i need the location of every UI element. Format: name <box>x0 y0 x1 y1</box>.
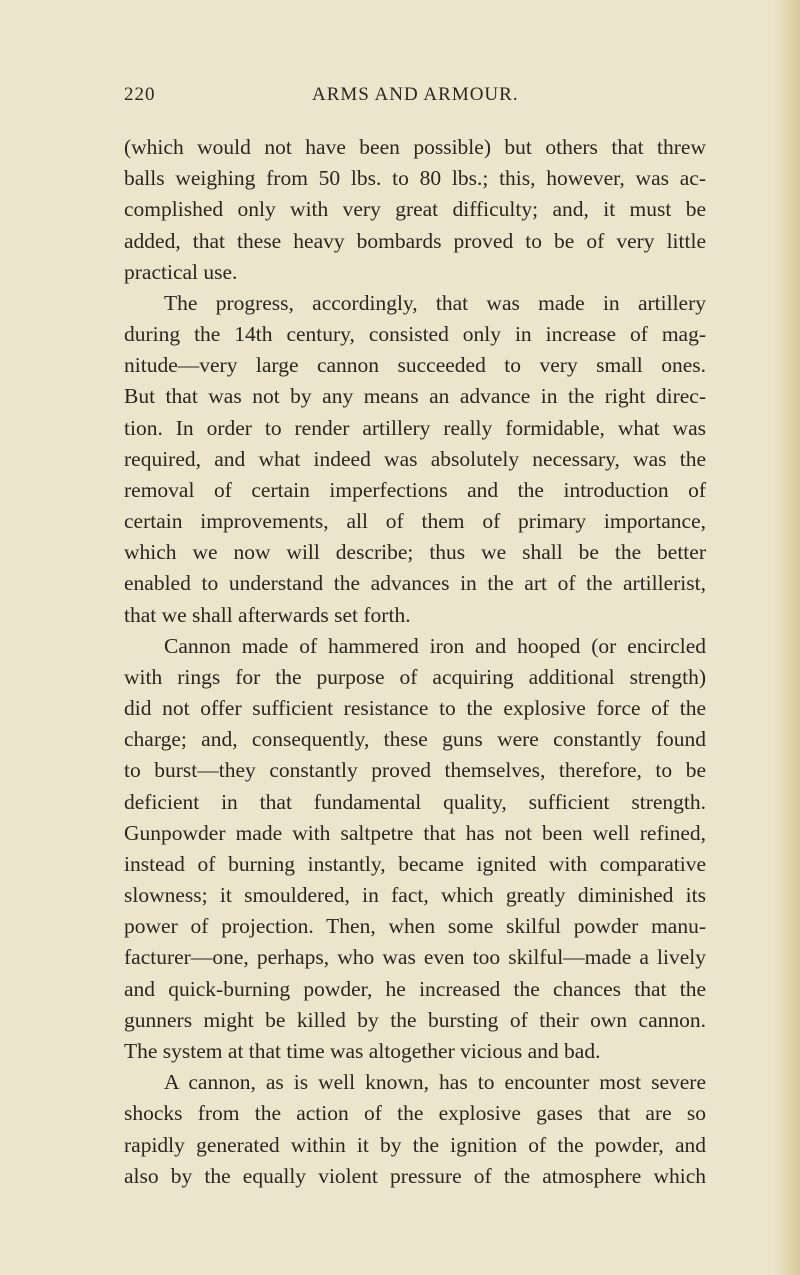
text-line: nitude—very large cannon succeeded to very small ones. <box>124 353 706 378</box>
text-line: added, that these heavy bombards proved to be of very little <box>124 228 706 253</box>
paragraph-start-line: A cannon, as is well known, has to encounter most severe <box>164 1070 706 1095</box>
text-line: which we now will describe; thus we shall be the better <box>124 540 706 565</box>
page-edge-shadow <box>774 0 800 1275</box>
text-line: tion. In order to render artillery really formidable, what was <box>124 415 706 440</box>
text-line: rapidly generated within it by the ignition of the powder, and <box>124 1132 706 1157</box>
paragraph-start-line: The progress, accordingly, that was made in artillery <box>164 290 706 315</box>
text-line: shocks from the action of the explosive gases that are so <box>124 1101 706 1126</box>
body-text <box>124 132 706 1192</box>
text-line: during the 14th century, consisted only in increase of mag- <box>124 322 706 347</box>
text-line: deficient in that fundamental quality, sufficient strength. <box>124 789 706 814</box>
text-line: facturer—one, perhaps, who was even too skilful—made a lively <box>124 945 706 970</box>
page-number: 220 <box>124 84 156 105</box>
paragraph-end-line: that we shall afterwards set forth. <box>124 602 411 627</box>
text-line: balls weighing from 50 lbs. to 80 lbs.; this, however, was ac- <box>124 166 706 191</box>
text-line: gunners might be killed by the bursting of their own cannon. <box>124 1007 706 1032</box>
text-line: enabled to understand the advances in the art of the artillerist, <box>124 571 706 596</box>
text-line: and quick-burning powder, he increased the chances that the <box>124 976 706 1001</box>
text-line: removal of certain imperfections and the introduction of <box>124 477 706 502</box>
running-title: ARMS AND ARMOUR. <box>312 84 519 105</box>
text-line: (which would not have been possible) but others that threw <box>124 135 706 159</box>
page-header <box>124 84 704 110</box>
text-line: to burst—they constantly proved themselves, therefore, to be <box>124 758 706 783</box>
text-line: Gunpowder made with saltpetre that has not been well refined, <box>124 820 706 845</box>
paragraph-start-line: Cannon made of hammered iron and hooped (or encircled <box>164 633 706 658</box>
text-line: required, and what indeed was absolutely necessary, was the <box>124 446 706 471</box>
text-line: But that was not by any means an advance in the right direc- <box>124 384 706 409</box>
text-line: did not offer sufficient resistance to the explosive force of the <box>124 696 706 721</box>
text-line: with rings for the purpose of acquiring additional strength) <box>124 664 706 689</box>
text-line: also by the equally violent pressure of the atmosphere which <box>124 1163 706 1188</box>
text-line: certain improvements, all of them of primary importance, <box>124 509 706 534</box>
text-line: charge; and, consequently, these guns were constantly found <box>124 727 706 752</box>
text-line: power of projection. Then, when some skilful powder manu- <box>124 914 706 939</box>
text-line: slowness; it smouldered, in fact, which greatly diminished its <box>124 883 706 908</box>
text-line: complished only with very great difficulty; and, it must be <box>124 197 706 222</box>
paragraph-end-line: The system at that time was altogether vicious and bad. <box>124 1038 601 1063</box>
text-line: instead of burning instantly, became ignited with comparative <box>124 851 706 876</box>
paragraph-end-line: practical use. <box>124 259 238 284</box>
